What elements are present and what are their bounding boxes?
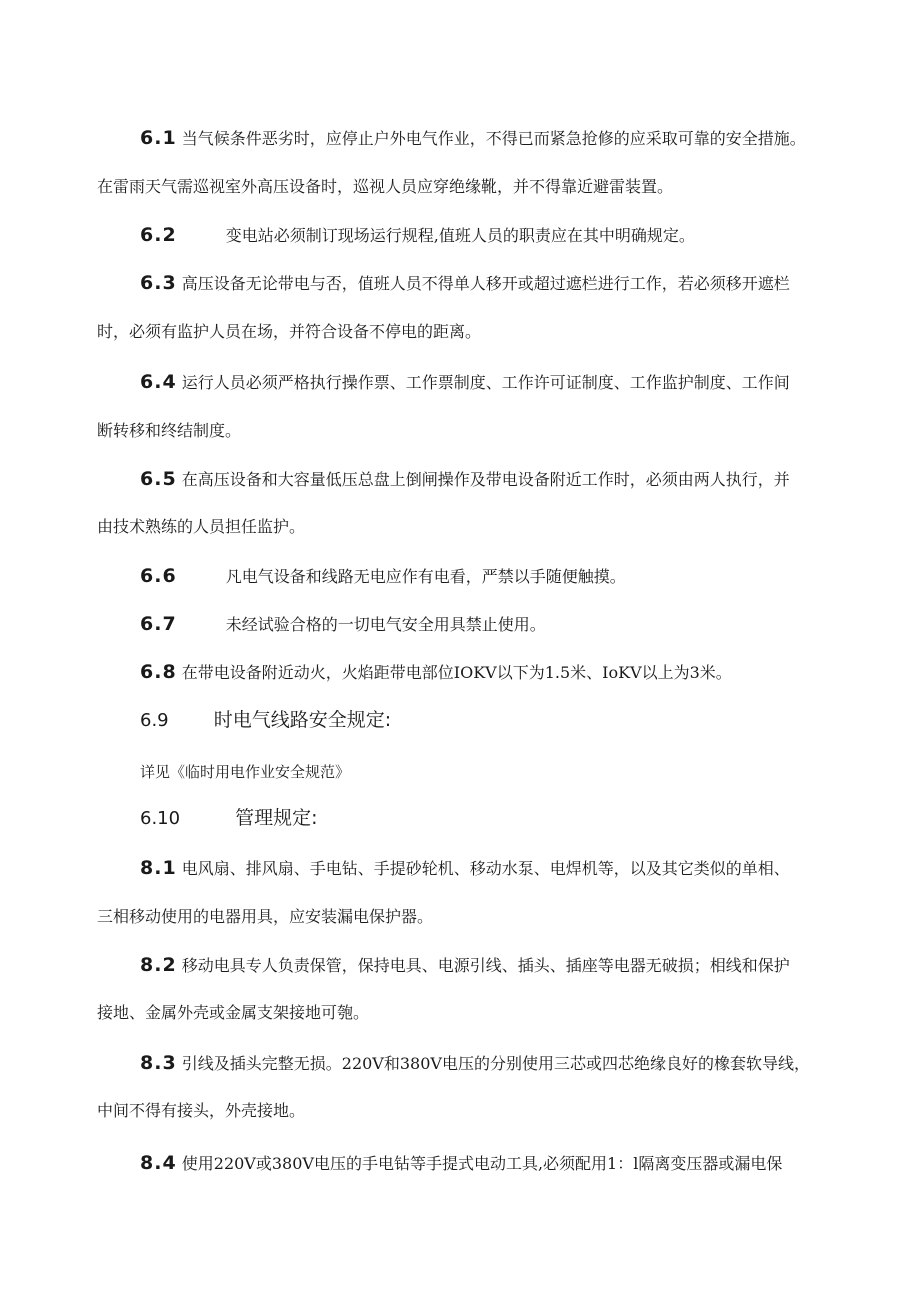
item-text: 运行人员必须严格执行操作票、工作票制度、工作许可证制度、工作监护制度、工作间 [181,373,790,392]
section-number: 6.10 [140,808,181,829]
sub-item-8-1-line2: 三相移动使用的电器用具，应安装漏电保护器。 [97,907,434,926]
section-6-9-note: 详见《临时用电作业安全规范》 [140,763,351,781]
item-text: 凡电气设备和线路无电应作有电看，严禁以手随便触摸。 [225,567,626,586]
section-title: 时电气线路安全规定: [213,709,392,731]
item-6-8-line1 [140,662,732,683]
sub-item-8-2-line1 [140,955,790,976]
sub-item-8-4-line1 [140,1153,782,1174]
item-6-2-line1 [140,225,695,246]
item-6-5-line1 [140,469,790,490]
item-text: 当气候条件恶劣时，应停止户外电气作业，不得已而紧急抢修的应采取可靠的安全措施。 [181,129,806,148]
item-6-5-line2: 由技术熟练的人员担任监护。 [97,517,306,536]
item-number: 6.8 [140,661,177,683]
section-title: 管理规定: [235,807,318,829]
item-text: 引线及插头完整无损。220V和380V电压的分别使用三芯或四芯绝缘良好的橡套软导线， [181,1054,810,1073]
item-6-4-line1 [140,372,790,393]
item-6-4-line2: 断转移和终结制度。 [97,421,242,440]
sub-item-8-3-line1 [140,1053,810,1074]
item-number: 6.4 [140,371,177,393]
item-number: 6.2 [140,224,177,246]
item-text: 高压设备无论带电与否，值班人员不得单人移开或超过遮栏进行工作，若必须移开遮栏 [181,274,790,293]
item-text: 电风扇、排风扇、手电钻、手提砂轮机、移动水泵、电焊机等，以及其它类似的单相、 [181,859,790,878]
item-6-1-line2: 在雷雨天气需巡视室外高压设备时，巡视人员应穿绝缘靴，并不得靠近避雷装置。 [97,177,674,196]
item-number: 6.6 [140,565,177,587]
item-6-3-line1 [140,273,790,294]
sub-item-8-1-line1 [140,858,790,879]
item-number: 8.4 [140,1152,177,1174]
item-text: 在带电设备附近动火，火焰距带电部位IOKV以下为1.5米、IoKV以上为3米。 [181,663,732,682]
item-number: 8.2 [140,954,177,976]
item-number: 6.5 [140,468,177,490]
item-text: 未经试验合格的一切电气安全用具禁止使用。 [225,615,546,634]
sub-item-8-3-line2: 中间不得有接头，外壳接地。 [97,1101,306,1120]
item-text: 在高压设备和大容量低压总盘上倒闸操作及带电设备附近工作时，必须由两人执行，并 [181,470,790,489]
item-6-7-line1 [140,614,546,635]
section-6-9-heading [140,710,391,731]
item-6-1-line1 [140,128,806,149]
item-number: 6.1 [140,127,177,149]
item-text: 移动电具专人负责保管，保持电具、电源引线、插头、插座等电器无破损；相线和保护 [181,956,790,975]
item-text: 变电站必须制订现场运行规程,值班人员的职责应在其中明确规定。 [225,226,695,245]
item-number: 6.7 [140,613,177,635]
item-6-3-line2: 时，必须有监护人员在场，并符合设备不停电的距离。 [97,322,482,341]
section-number: 6.9 [140,710,169,731]
sub-item-8-2-line2: 接地、金属外壳或金属支架接地可匏。 [97,1003,370,1022]
item-number: 8.3 [140,1052,177,1074]
item-6-6-line1 [140,566,626,587]
item-number: 8.1 [140,857,177,879]
section-6-10-heading [140,808,318,829]
item-number: 6.3 [140,272,177,294]
item-text: 使用220V或380V电压的手电钻等手提式电动工具,必须配用1：l隔离变压器或漏电保 [181,1154,783,1173]
